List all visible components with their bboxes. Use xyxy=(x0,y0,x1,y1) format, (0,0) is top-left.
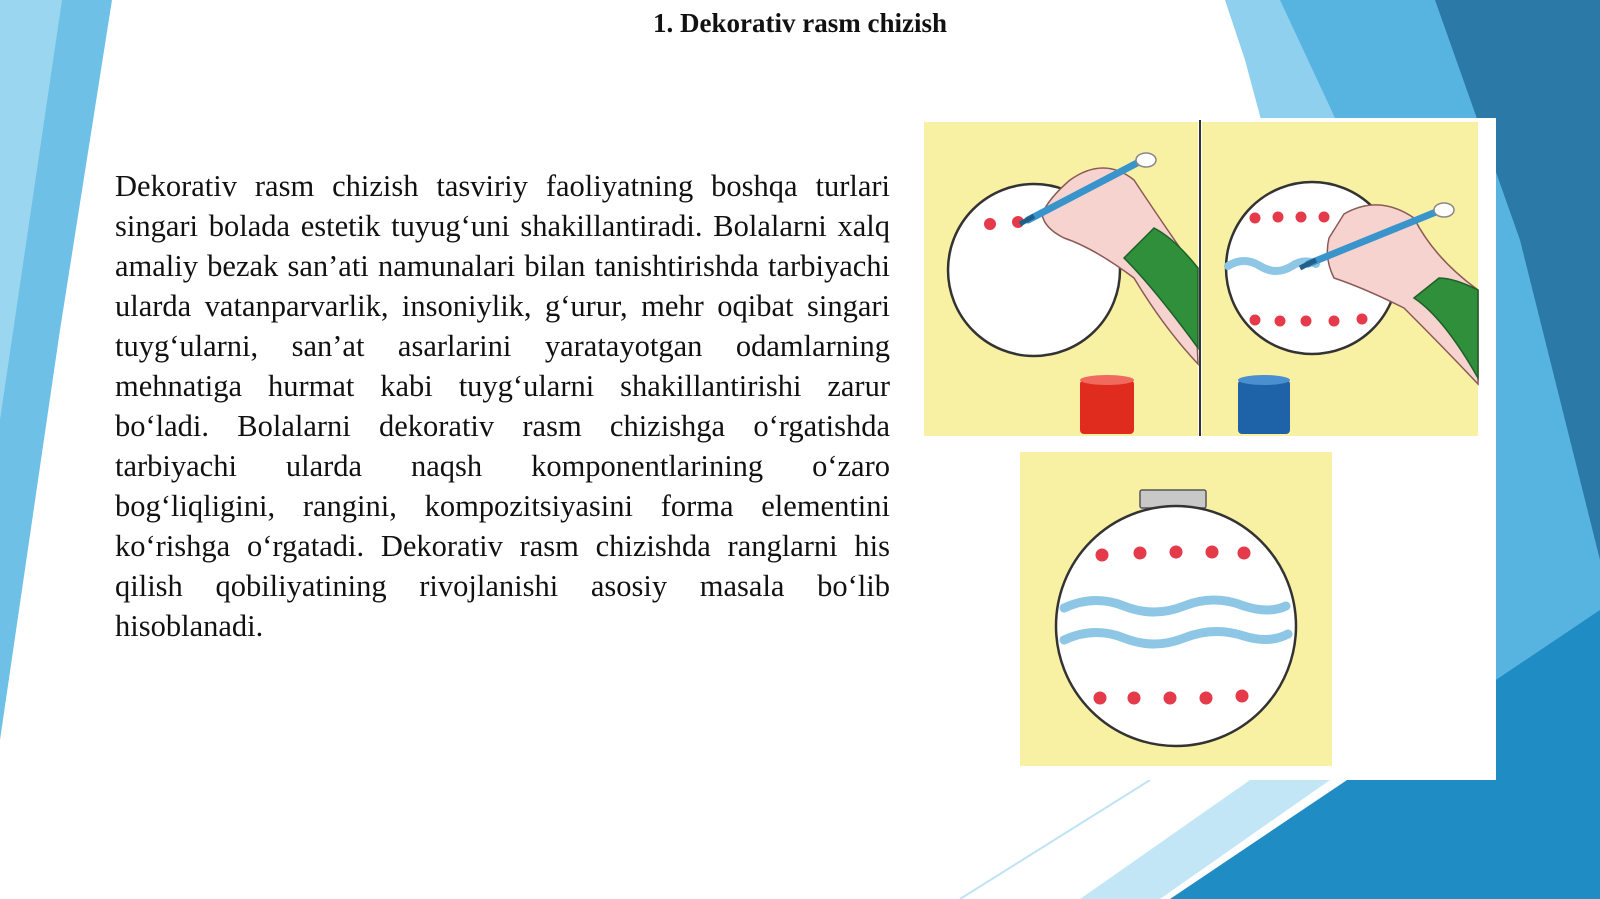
paint-jar-icon xyxy=(1080,375,1134,434)
panel-result xyxy=(1020,452,1332,766)
illustration-panel xyxy=(924,118,1496,780)
body-paragraph: Dekorativ rasm chizish tasviriy faoliyatning boshqa turlari singari bolada estetik tuyug‘uni shakillantiradi. Bolalarni xalq amaliy bezak san’ati namunalari bilan tanishtirishda tarbiyachi ularda vatanparvarlik, insoniylik, g‘urur, mehr oqibat singari tuyg‘ularni, san’at asarlarini yaratayotgan odamlarning mehnatiga hurmat kabi tuyg‘ularni shakillantirishi zarur bo‘ladi. Bolalarni dekorativ rasm chizishga o‘rgatishda tarbiyachi ularda naqsh komponentlarining o‘zaro bog‘liqligini, rangini, kompozitsiyasini forma elementini ko‘rishga o‘rgatadi. Dekorativ rasm chizishda ranglarni his qilish qobiliyatining rivojlanishi asosiy masala bo‘lib hisoblanadi. xyxy=(115,169,890,643)
paint-jar-icon xyxy=(1238,375,1290,434)
panel-step-2 xyxy=(1202,122,1478,436)
panel-step-1 xyxy=(924,122,1198,436)
slide-title: 1. Dekorativ rasm chizish xyxy=(653,8,947,38)
